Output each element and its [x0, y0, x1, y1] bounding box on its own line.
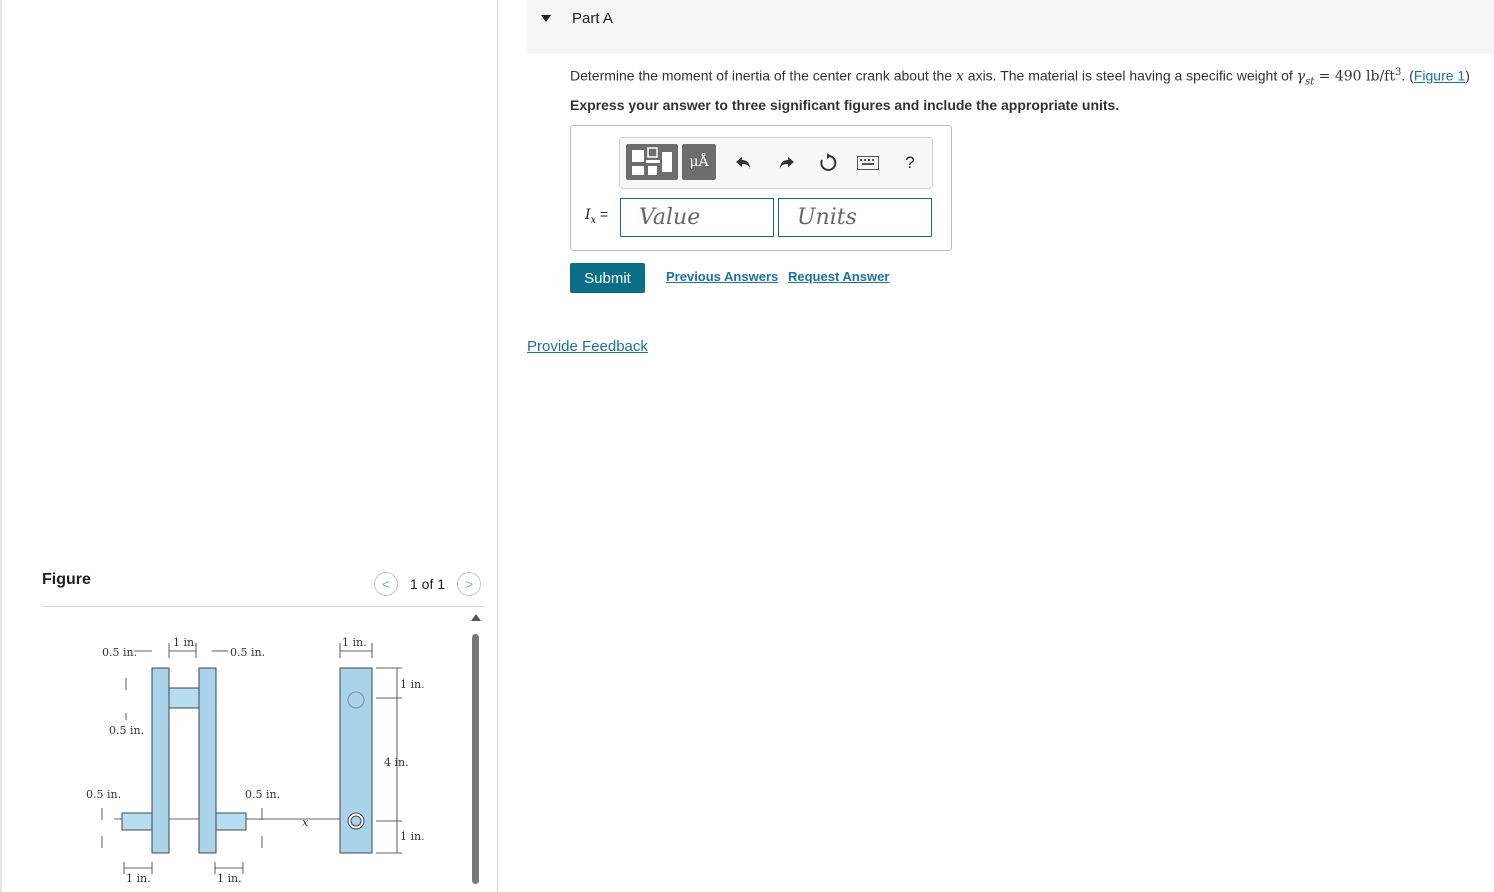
axis-symbol: x [955, 68, 964, 85]
dim-label-bottom-left: 1 in. [126, 872, 151, 885]
dim-label-side-top: 1 in. [400, 678, 425, 691]
question-part-1: Determine the moment of inertia of the center crank about the [570, 67, 956, 84]
figure-link[interactable]: Figure 1 [1413, 67, 1466, 84]
part-header[interactable] [527, 0, 1494, 54]
dim-label-top-right: 0.5 in. [230, 646, 266, 659]
question-text [570, 67, 1470, 87]
gamma-subscript: st [1305, 76, 1315, 88]
question-panel [499, 0, 1494, 892]
question-part-2: axis. The material is steel having a specific weight of [963, 67, 1297, 84]
gamma-value: = 490 lb/ft [1314, 68, 1395, 85]
provide-feedback-link[interactable]: Provide Feedback [527, 338, 648, 355]
dim-label-right-low: 0.5 in. [245, 788, 281, 801]
reset-icon [818, 153, 838, 173]
crank-body [122, 668, 372, 853]
next-figure-button[interactable] [457, 572, 481, 596]
redo-icon [777, 155, 795, 171]
request-answer-link[interactable]: Request Answer [788, 269, 890, 284]
chevron-left-icon: < [381, 576, 391, 592]
value-input[interactable]: Value [620, 198, 774, 237]
gamma-exponent: 3 [1395, 67, 1402, 78]
caret-down-icon [541, 15, 551, 22]
figure-page-count: 1 of 1 [410, 576, 446, 592]
instruction-text: Express your answer to three significant figures and include the appropriate units. [570, 97, 1120, 113]
dim-label-left-low: 0.5 in. [86, 788, 122, 801]
dim-label-left-mid: 0.5 in. [109, 724, 145, 737]
answer-label-subscript: x [590, 214, 597, 226]
figure-scrollbar[interactable] [470, 614, 482, 892]
units-icon: μÅ [689, 154, 709, 170]
close-paren: ) [1465, 67, 1470, 84]
help-button[interactable] [898, 150, 922, 176]
math-toolbar [619, 137, 933, 189]
units-input[interactable]: Units [778, 198, 932, 237]
scroll-up-arrow-icon[interactable] [471, 614, 481, 621]
undo-button[interactable] [732, 150, 756, 176]
units-button[interactable] [682, 144, 716, 180]
templates-button[interactable] [626, 144, 678, 180]
part-title: Part A [572, 10, 613, 27]
answer-label-symbol: I [585, 207, 591, 223]
figure-panel [0, 0, 498, 892]
previous-answers-link[interactable]: Previous Answers [666, 269, 779, 284]
templates-icon [626, 144, 678, 180]
chevron-right-icon: > [464, 576, 474, 592]
reset-button[interactable] [816, 150, 840, 176]
answer-label [585, 206, 608, 226]
answer-box [570, 125, 952, 251]
dim-label-side-bottom: 1 in. [400, 830, 425, 843]
submit-button[interactable]: Submit [570, 263, 645, 293]
crank-diagram [42, 608, 462, 892]
figure-pager [374, 572, 481, 596]
gamma-symbol: γ [1296, 68, 1306, 85]
scroll-thumb[interactable] [472, 634, 479, 884]
figure-divider [42, 606, 485, 607]
prev-figure-button[interactable] [374, 572, 398, 596]
undo-icon [735, 155, 753, 171]
redo-button[interactable] [774, 150, 798, 176]
after-value: . ( [1401, 67, 1414, 84]
crank-figure [42, 608, 462, 892]
axis-label: x [302, 816, 309, 829]
figure-title: Figure [42, 571, 91, 588]
dim-label-side-length: 4 in. [384, 756, 409, 769]
dim-label-top-left: 0.5 in. [102, 646, 138, 659]
answer-label-equals: = [596, 206, 609, 222]
help-icon: ? [905, 153, 915, 172]
dim-label-top-mid: 1 in. [173, 636, 198, 649]
keyboard-button[interactable] [856, 150, 880, 176]
dim-label-bottom-right: 1 in. [217, 872, 242, 885]
dim-label-side-width: 1 in. [342, 636, 367, 649]
keyboard-icon [857, 156, 879, 170]
